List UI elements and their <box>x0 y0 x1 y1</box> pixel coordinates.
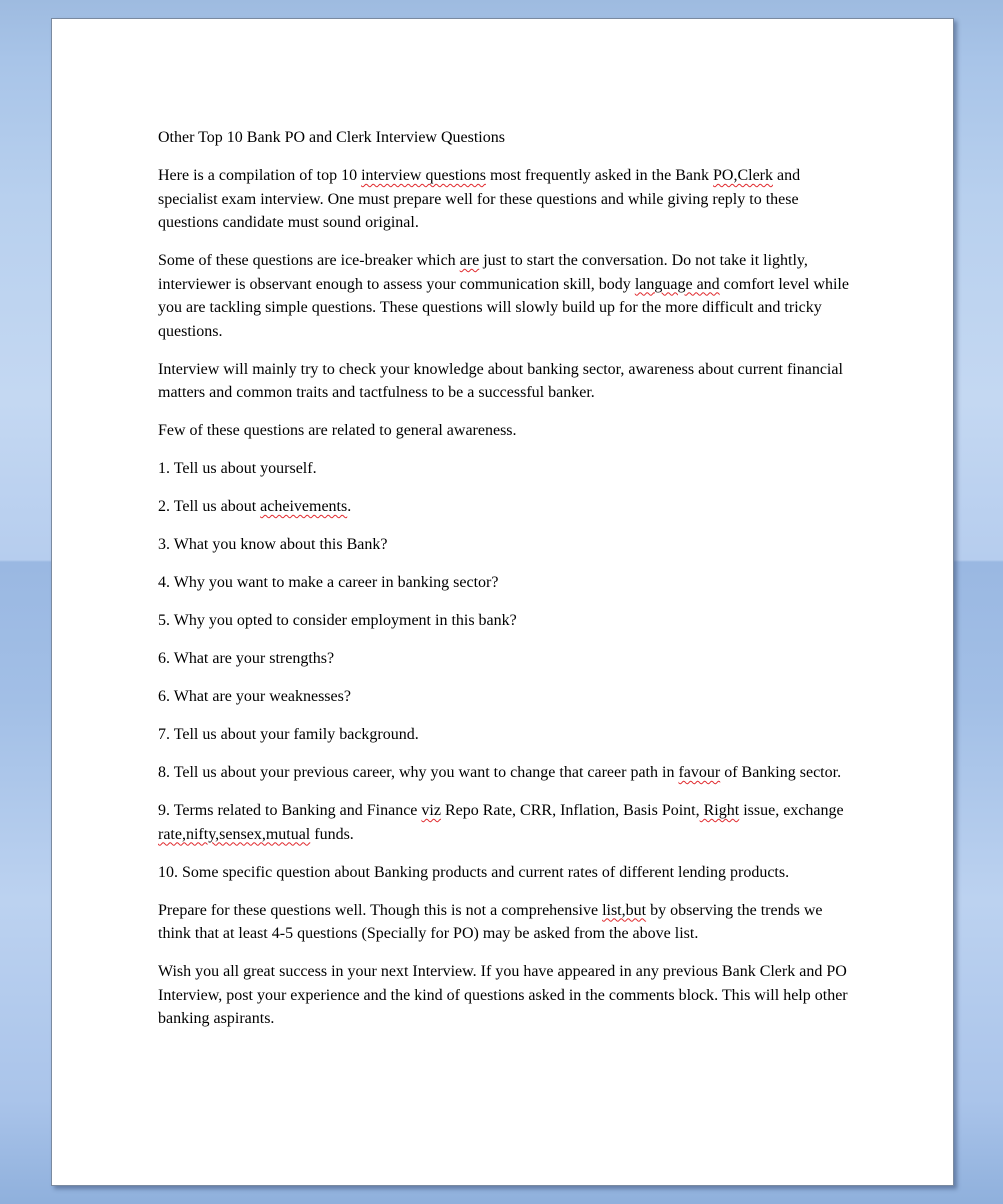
intro-paragraph: Here is a compilation of top 10 interview questions most frequently asked in the Bank PO,Clerk and specialist exam interview. One must prepare well for these questions and while giving reply to these questions candidate must sound original. <box>158 167 801 231</box>
document-page[interactable] <box>51 18 954 1186</box>
spelling-error[interactable]: rate,nifty,sensex,mutual <box>158 825 311 843</box>
ice-breaker-paragraph: Some of these questions are ice-breaker which are just to start the conversation. Do not take it lightly, interviewer is observant enough to assess your communication skill, body language and comfort level while you are tackling simple questions. These questions will slowly build up for the more difficult and tricky questions. <box>158 252 849 340</box>
question-item: 2. Tell us about acheivements. <box>158 498 352 515</box>
grammar-error[interactable]: Right <box>699 802 740 819</box>
knowledge-paragraph: Interview will mainly try to check your knowledge about banking sector, awareness about current financial matters and common traits and tactfulness to be a successful banker. <box>158 360 843 401</box>
spelling-error[interactable]: list,but <box>602 901 647 919</box>
spelling-error[interactable]: acheivements <box>260 498 348 515</box>
spelling-error[interactable]: PO,Clerk <box>713 167 773 184</box>
question-item: 1. Tell us about yourself. <box>158 460 317 477</box>
question-item: 4. Why you want to make a career in banking sector? <box>158 574 499 591</box>
grammar-error[interactable]: language and <box>634 275 720 293</box>
general-awareness-paragraph: Few of these questions are related to general awareness. <box>158 422 517 439</box>
question-item: 10. Some specific question about Banking products and current rates of different lending products. <box>158 863 790 881</box>
document-body[interactable] <box>158 126 858 1045</box>
question-item: 8. Tell us about your previous career, why you want to change that career path in favour of Banking sector. <box>158 764 842 781</box>
question-item: 9. Terms related to Banking and Finance viz Repo Rate, CRR, Inflation, Basis Point, Right issue, exchange rate,nifty,sensex,mutual funds. <box>158 802 844 843</box>
grammar-error[interactable]: are <box>459 252 480 269</box>
closing-paragraph: Wish you all great success in your next Interview. If you have appeared in any previous Bank Clerk and PO Interview, post your experience and the kind of questions asked in the comments block. This will help other banking aspirants. <box>158 963 848 1027</box>
prepare-paragraph: Prepare for these questions well. Though this is not a comprehensive list,but by observing the trends we think that at least 4-5 questions (Specially for PO) may be asked from the above list. <box>158 901 823 942</box>
question-item: 7. Tell us about your family background. <box>158 726 419 743</box>
spelling-error[interactable]: interview questions <box>361 167 486 184</box>
document-title: Other Top 10 Bank PO and Clerk Interview Questions <box>158 129 505 146</box>
spelling-error[interactable]: viz <box>421 802 441 819</box>
question-item: 6. What are your weaknesses? <box>158 688 351 705</box>
question-item: 6. What are your strengths? <box>158 650 335 667</box>
question-item: 3. What you know about this Bank? <box>158 536 388 553</box>
question-item: 5. Why you opted to consider employment in this bank? <box>158 612 517 629</box>
spelling-error[interactable]: favour <box>678 764 721 781</box>
